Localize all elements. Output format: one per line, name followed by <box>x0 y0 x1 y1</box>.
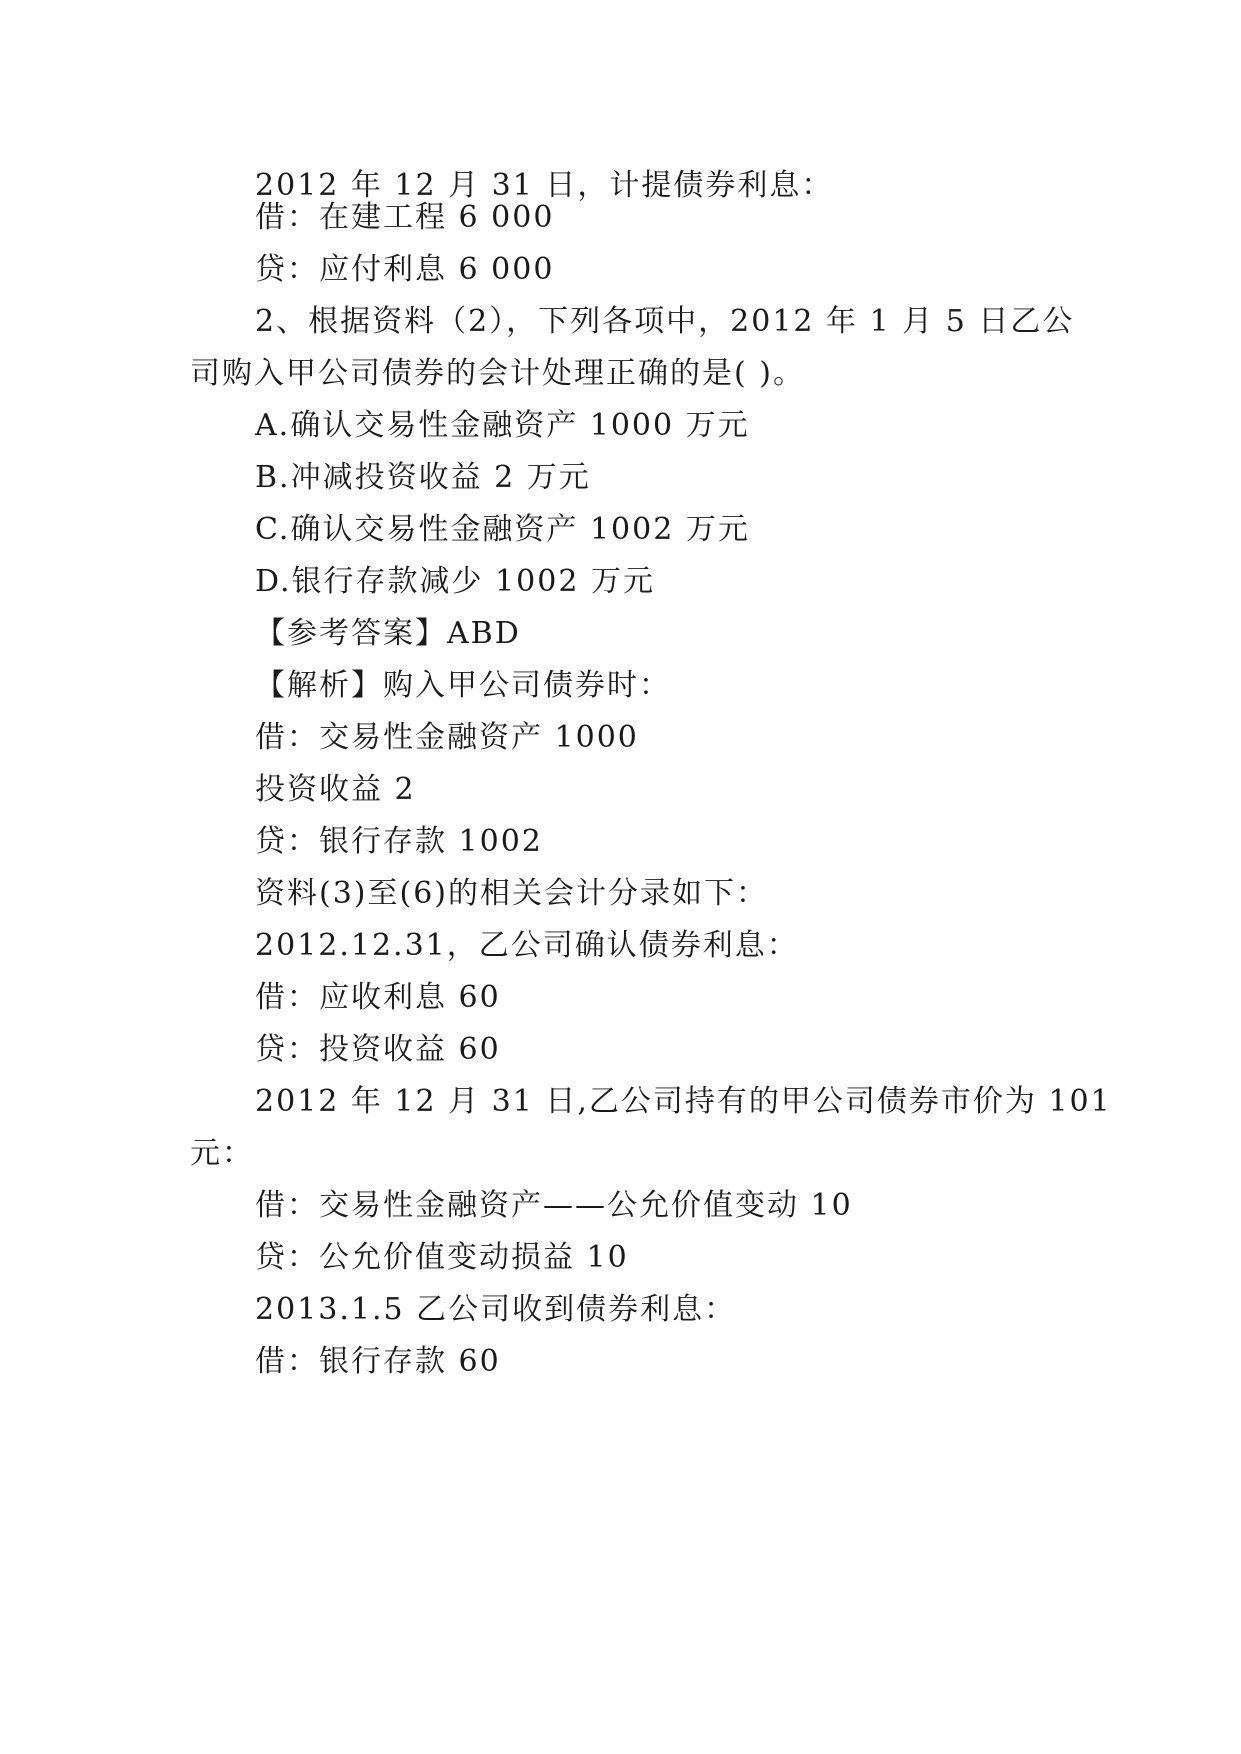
text-line: 2012 年 12 月 31 日,乙公司持有的甲公司债券市价为 101 <box>255 1084 1112 1119</box>
text-line: 借：银行存款 60 <box>255 1344 501 1379</box>
text-line: 贷：银行存款 1002 <box>255 824 543 859</box>
text-line: 投资收益 2 <box>255 772 416 807</box>
text-line: 借：在建工程 6 000 <box>255 200 555 235</box>
text-line: 【解析】购入甲公司债券时： <box>255 668 671 703</box>
text-line: 【参考答案】ABD <box>255 616 521 651</box>
text-line: 2012.12.31，乙公司确认债券利息： <box>255 928 799 963</box>
text-line: 2012 年 12 月 31 日，计提债券利息： <box>255 168 834 203</box>
text-line: D.银行存款减少 1002 万元 <box>255 564 655 599</box>
text-line: 贷：投资收益 60 <box>255 1032 501 1067</box>
text-line: 借：应收利息 60 <box>255 980 501 1015</box>
text-line: A.确认交易性金融资产 1000 万元 <box>255 408 750 443</box>
text-line: 贷：公允价值变动损益 10 <box>255 1240 629 1275</box>
text-line: B.冲减投资收益 2 万元 <box>255 460 591 495</box>
text-line: 借：交易性金融资产——公允价值变动 10 <box>255 1188 853 1223</box>
text-line: 借：交易性金融资产 1000 <box>255 720 639 755</box>
text-line: 2、根据资料（2），下列各项中，2012 年 1 月 5 日乙公 <box>255 304 1075 339</box>
text-line: 资料(3)至(6)的相关会计分录如下： <box>255 876 768 911</box>
text-line: 2013.1.5 乙公司收到债券利息： <box>255 1292 737 1327</box>
text-line: C.确认交易性金融资产 1002 万元 <box>255 512 750 547</box>
text-line: 元： <box>190 1136 254 1171</box>
text-line: 贷：应付利息 6 000 <box>255 252 555 287</box>
text-line: 司购入甲公司债券的会计处理正确的是( )。 <box>190 356 805 391</box>
